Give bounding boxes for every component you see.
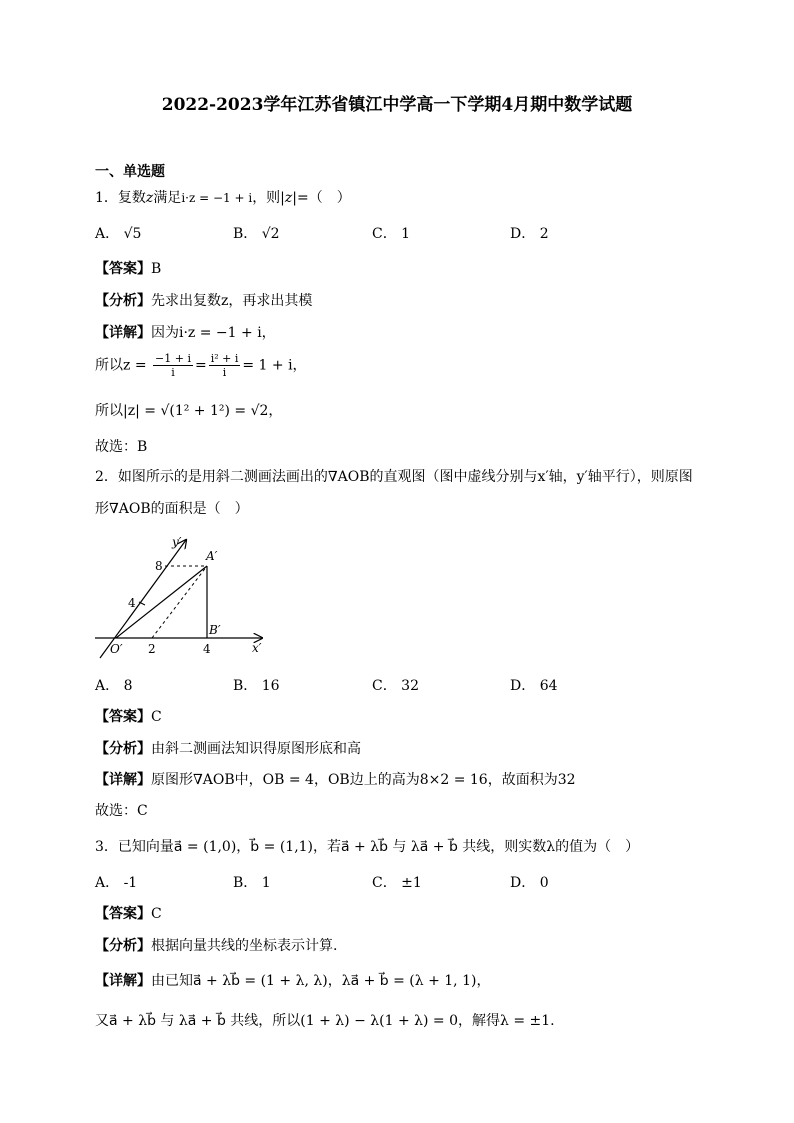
q1-option-c: C． 1 (372, 226, 411, 242)
q2-option-a: A． 8 (95, 678, 133, 694)
q1-stem-eq: i·z = −1 + i (181, 191, 253, 205)
q3-detail: 【详解】由已知a⃗ + λb⃗ = (1 + λ, λ)，λa⃗ + b⃗ = (λ + 1, 1)， (95, 973, 491, 989)
q2-answer: 【答案】C (95, 709, 162, 725)
label-b: B′ (209, 623, 221, 637)
q1-option-a: A． √5 (95, 226, 142, 242)
q1-detail-line3: 所以|z| = √(1² + 1²) = √2， (95, 403, 283, 419)
q1-stem-prefix: 1．复数 (95, 190, 146, 206)
label-x-axis: x′ (252, 641, 262, 655)
q1-detail-line2: 所以z = $\frac{-1 + i}{i}$ = $\frac{\text{i² + i}}{i}$ = 1 + i， (95, 352, 307, 379)
q3-final-line: 又a⃗ + λb⃗ 与 λa⃗ + b⃗ 共线，所以(1 + λ) − λ(1 + λ) = 0，解得λ = ±1. (95, 1013, 555, 1029)
q1-stem-mid2: ，则| (252, 190, 285, 206)
q2-stem-line1: 2．如图所示的是用斜二测画法画出的∇AOB的直观图（图中虚线分别与x′轴，y′轴平行），则原图 (95, 469, 693, 485)
q3-stem: 3．已知向量a⃗ = (1,0)，b⃗ = (1,1)，若a⃗ + λb⃗ 与 λa⃗ + b⃗ 共线，则实数λ的值为（ ） (95, 839, 640, 855)
q2-conclusion: 故选：C (95, 803, 148, 819)
q3-option-a: A． -1 (95, 875, 138, 891)
label-a: A′ (206, 549, 218, 563)
q3-analysis: 【分析】根据向量共线的坐标表示计算. (95, 938, 338, 954)
section-heading: 一、单选题 (95, 164, 165, 180)
q1-fraction-2: $\frac{\text{i² + i}}{i}$ (210, 352, 239, 379)
label-tick-4x: 4 (203, 642, 211, 656)
q1-option-d: D． 2 (510, 226, 549, 242)
label-tick-4y: 4 (128, 596, 136, 610)
q1-answer: 【答案】B (95, 261, 162, 277)
q2-stem-line2: 形∇AOB的面积是（ ） (95, 501, 249, 517)
q2-detail: 【详解】原图形∇AOB中，OB = 4，OB边上的高为8×2 = 16，故面积为32 (95, 772, 576, 788)
q1-fraction-1: $\frac{-1 + i}{i}$ (155, 352, 191, 379)
q2-option-d: D． 64 (510, 678, 558, 694)
q1-stem-mid: 满足 (153, 190, 182, 206)
label-origin: O′ (110, 642, 123, 656)
q3-option-c: C． ±1 (372, 875, 422, 891)
q2-option-b: B． 16 (233, 678, 280, 694)
q2-analysis: 【分析】由斜二测画法知识得原图形底和高 (95, 741, 361, 757)
q1-stem-var2: z (284, 190, 293, 206)
label-tick-8: 8 (155, 559, 163, 573)
label-y-axis: y′ (172, 535, 182, 549)
q3-option-d: D． 0 (510, 875, 549, 891)
q1-analysis: 【分析】先求出复数z，再求出其模 (95, 293, 313, 309)
oblique-projection-figure (90, 532, 280, 662)
q3-option-b: B． 1 (233, 875, 271, 891)
y-axis (100, 540, 186, 658)
dashed-parallel (152, 566, 207, 638)
q2-option-c: C． 32 (372, 678, 419, 694)
q1-conclusion: 故选：B (95, 439, 148, 455)
q1-stem-var: z (145, 190, 154, 206)
page-title: 2022-2023学年江苏省镇江中学高一下学期4月期中数学试题 (161, 95, 633, 115)
q1-option-b: B． √2 (233, 226, 280, 242)
label-tick-2: 2 (148, 642, 156, 656)
q1-detail-line1: 【详解】因为i·z = −1 + i， (95, 325, 276, 341)
q1-stem-end: |=（ ） (292, 190, 351, 206)
q1-stem (95, 189, 351, 207)
q3-answer: 【答案】C (95, 906, 162, 922)
